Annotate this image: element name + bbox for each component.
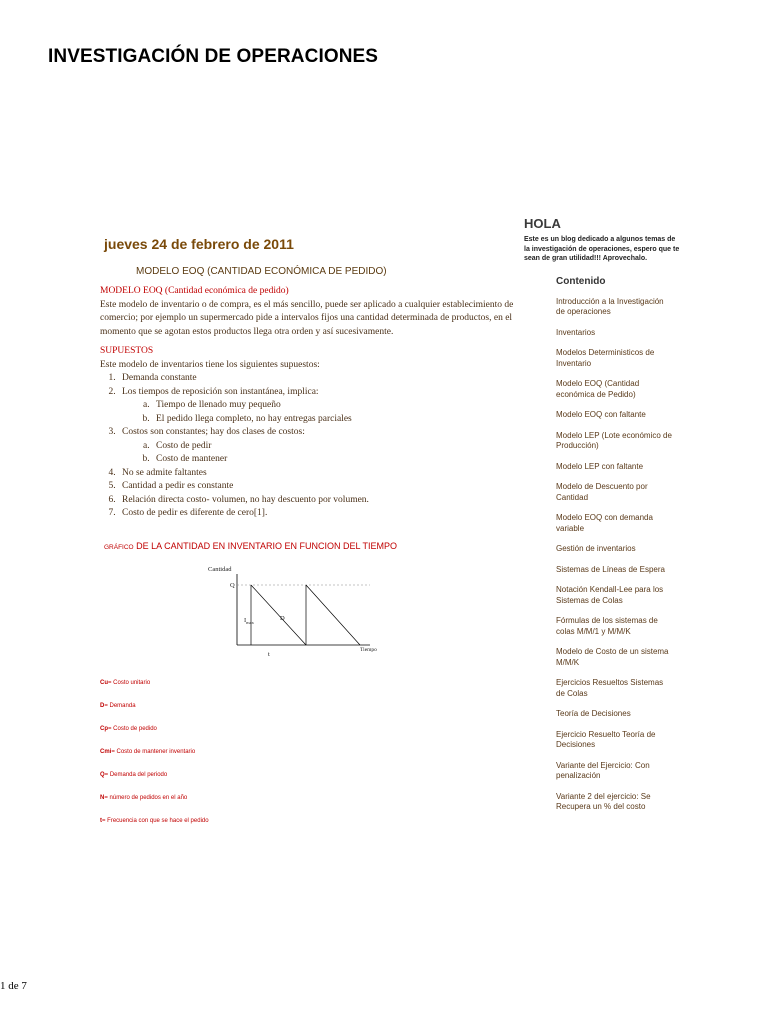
assumption-sublist [122,440,520,467]
legend-definition: = Demanda del periodo [104,771,168,778]
assumption-label: No se admite faltantes [122,467,207,478]
legend-row [100,703,520,726]
intro-heading: MODELO EOQ (Cantidad económica de pedido) [100,286,289,296]
sidebar-description: Este es un blog dedicado a algunos temas de la investigación de operaciones, espero que te sean de gran utilidad!!! Aprovechalo. [524,236,680,262]
legend-term: Cp [100,725,108,732]
legend-term: Cu [100,679,108,686]
sidebar-link[interactable]: Variante del Ejercicio: Con penalización [556,760,650,780]
sidebar-link[interactable]: Introducción a la Investigación de operaciones [556,296,664,316]
sidebar-link[interactable]: Ejercicios Resueltos Sistemas de Colas [556,678,664,698]
sidebar-link[interactable]: Modelo EOQ con demanda variable [556,513,653,533]
legend-row [100,772,520,795]
assumption-subitem: a. Tiempo de llenado muy pequeño [152,399,520,413]
assumptions-intro: Este modelo de inventarios tiene los siguientes supuestos: [100,359,320,370]
assumption-subitem: a. Costo de pedir [152,440,520,454]
depletion-line-1 [251,585,306,645]
legend-definition: = número de pedidos en el año [104,794,188,801]
assumption-item [118,426,520,467]
legend-row [100,818,520,841]
sidebar-link[interactable]: Notación Kendall-Lee para los Sistemas de Colas [556,585,664,605]
contents-link-list [556,297,684,813]
assumption-label: Cantidad a pedir es constante [122,481,234,491]
assumptions-list [100,372,520,521]
sidebar-link[interactable]: Teoría de Decisiones [556,709,631,718]
legend-definition: = Costo de pedido [108,725,157,732]
graph-caption-text: DE LA CANTIDAD EN INVENTARIO EN FUNCION DEL TIEMPO [136,540,398,551]
legend-term: D [100,702,105,709]
intro-text: Este modelo de inventario o de compra, es el más sencillo, puede ser aplicado a cualquier establecimiento de comercio; por ejemplo un supermercado pide a intervalos fijos una cantidad determinada de productos, en el momento que se agotan estos productos llega otra orden y así sucesivamente. [100,299,514,337]
graph-caption-prefix: GRÁFICO [104,543,134,551]
legend-row [100,795,520,818]
sidebar-link[interactable]: Modelo LEP con faltante [556,461,644,471]
assumption-item [118,507,520,521]
inventory-graph [200,557,380,667]
post-body [100,285,520,521]
legend-definition: = Demanda [104,702,136,709]
sidebar-link[interactable]: Fórmulas de los sistemas de colas M/M/1 y M/M/K [556,616,658,636]
x-axis-label: Tiempo [360,646,377,653]
legend-definition: = Frecuencia con que se hace el pedido [102,817,209,824]
sidebar-link[interactable]: Modelos Deterministicos de Inventario [556,348,655,368]
assumption-item [118,467,520,481]
legend-row [100,726,520,749]
t-label: t [268,650,270,658]
assumption-item [118,386,520,427]
sidebar-greeting: HOLA [524,216,561,231]
graph-caption [104,541,520,551]
assumptions-heading: SUPUESTOS [100,346,154,356]
sidebar-link[interactable]: Modelo EOQ con faltante [556,410,646,419]
assumption-label: Costo de pedir es diferente de cero[1]. [122,508,268,518]
page-indicator: 1 de 7 [0,980,27,992]
sidebar-link[interactable]: Modelo de Descuento por Cantidad [556,482,648,502]
sidebar-link[interactable]: Variante 2 del ejercicio: Se Recupera un % del costo [556,791,651,811]
sidebar [524,216,684,823]
legend-term: Q [100,771,105,778]
legend-term: Cmi [100,748,112,755]
assumption-subitem: b. Costo de mantener [152,453,520,467]
post-date: jueves 24 de febrero de 2011 [104,236,294,252]
y-axis-label: Cantidad [208,565,232,573]
assumption-item [118,494,520,508]
post-title: MODELO EOQ (CANTIDAD ECONÓMICA DE PEDIDO) [136,266,387,277]
legend-definition: = Costo unitario [108,679,151,686]
sidebar-link[interactable]: Ejercicio Resuelto Teoría de Decisiones [556,729,656,749]
i-max-label: $I_{max}$ [244,616,254,625]
sidebar-link[interactable]: Sistemas de Líneas de Espera [556,564,665,574]
assumption-subitem: b. El pedido llega completo, no hay entregas parciales [152,413,520,427]
legend-term: N [100,794,105,801]
assumption-label: Demanda constante [122,373,197,383]
d-label: D [280,614,285,622]
legend-term: t [100,817,102,824]
contents-heading: Contenido [556,275,606,287]
assumption-label: Los tiempos de reposición son instantánea, implica: [122,386,319,397]
legend-row [100,680,520,703]
sidebar-link[interactable]: Gestión de inventarios [556,544,636,553]
legend-row [100,749,520,772]
depletion-line-2 [306,585,360,645]
assumption-item [118,480,520,494]
q-label: Q [230,581,235,589]
assumption-label: Costos son constantes; hay dos clases de costos: [122,427,305,437]
post-content [100,236,520,841]
sidebar-link[interactable]: Inventarios [556,327,596,337]
sidebar-link[interactable]: Modelo de Costo de un sistema M/M/K [556,647,669,667]
blog-title: INVESTIGACIÓN DE OPERACIONES [48,46,379,67]
assumption-label: Relación directa costo- volumen, no hay descuento por volumen. [122,494,369,505]
variable-legend [100,680,520,841]
assumption-sublist [122,399,520,426]
assumption-item [118,372,520,386]
legend-definition: = Costo de mantener inventario [111,748,196,755]
sidebar-link[interactable]: Modelo EOQ (Cantidad económica de Pedido) [556,379,640,399]
sidebar-link[interactable]: Modelo LEP (Lote económico de Producción) [556,430,672,450]
